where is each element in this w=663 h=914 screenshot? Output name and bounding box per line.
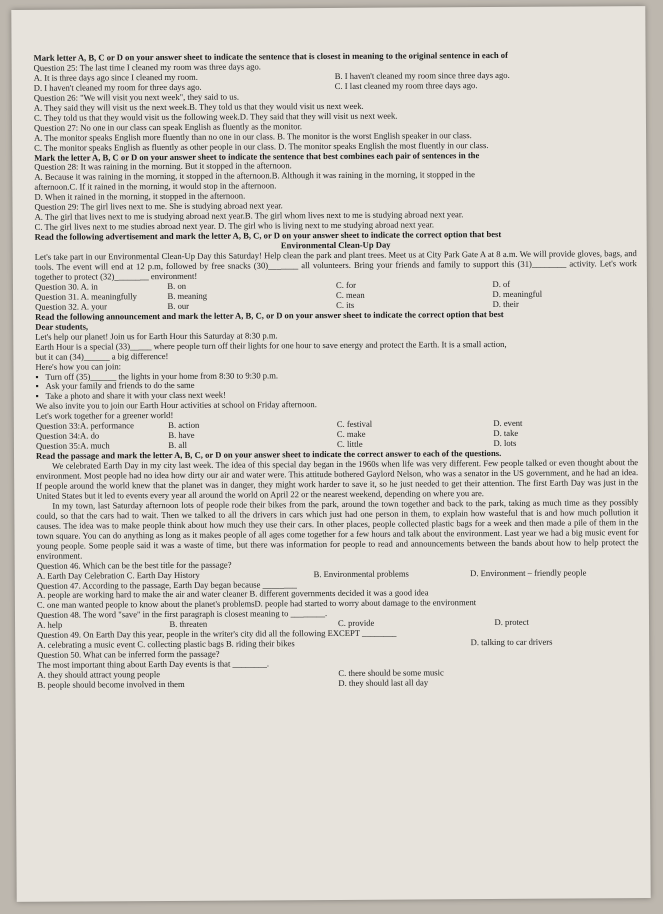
question-29: Question 29: The girl lives next to me. She is studying abroad next year. xyxy=(34,200,283,213)
q48-option-c: C. provide xyxy=(337,618,375,629)
q46-option-d: D. Environment – friendly people xyxy=(470,567,587,578)
q33-option-a: Question 33:A. performance xyxy=(35,420,134,432)
q31-option-a: Question 31. A. meaningfully xyxy=(35,291,137,302)
question-49: Question 49. On Earth Day this year, people in the writer's city did all the following EXCEPT ________ xyxy=(37,627,397,641)
q30-option-d: D. of xyxy=(492,278,511,289)
q34-option-d: D. take xyxy=(493,428,519,439)
q34-option-b: B. have xyxy=(168,430,195,441)
q32-option-c: C. its xyxy=(336,299,355,310)
q49-option-d: D. talking to car drivers xyxy=(470,636,553,648)
q35-option-d: D. lots xyxy=(493,438,517,449)
q46-option-ac: A. Earth Day Celebration C. Earth Day History xyxy=(36,569,200,581)
q48-option-d: D. protect xyxy=(494,617,529,628)
question-26: Question 26: "We will visit you next week", they said to us. xyxy=(33,91,240,103)
announcement-bullet: ▪ Ask your family and friends to do the same xyxy=(36,379,638,393)
q35-option-b: B. all xyxy=(168,440,188,451)
q32-option-d: D. their xyxy=(492,298,519,309)
question-25: Question 25: The last time I cleaned my room was three days ago. xyxy=(33,61,261,73)
q33-option-d: D. event xyxy=(493,418,523,429)
q28-option-d: D. When it rained in the morning, it stopped in the afternoon. xyxy=(34,190,246,203)
q33-option-b: B. action xyxy=(168,420,200,431)
announcement-line: Let's work together for a greener world! xyxy=(35,410,174,422)
q47-options-ab: A. people are working hard to make the air and water cleaner B. different governments decided it was a good idea xyxy=(36,587,429,601)
question-47: Question 47. According to the passage, Earth Day began because ________ xyxy=(36,578,297,591)
reading-paragraph-1: We celebrated Earth Day in my city last week. The idea of this special day began in the 1960s when life was very different. Few people talked or even thought about the environment. Most people had no idea how dirty our air and water were. This attitude bothered Gaylord Nelson, who was a senator in the US government, and he had an idea. If people around the world knew that the planet was in danger, they might work harder to save it, so he just needed to get their attention. The first Earth Day was just in the United States but it led to events every year all around the world on April 22 or the nearest weekend, depending on where you are. xyxy=(36,457,639,501)
announcement-line: Earth Hour is a special (33)_____ where people turn off their lights for one hour to save energy and protect the Earth. It is a small action, xyxy=(35,338,507,352)
question-27: Question 27: No one in our class can speak English as fluently as the monitor. xyxy=(33,120,303,133)
q34-option-a: Question 34:A. do xyxy=(35,430,100,442)
q25-option-b: B. I haven't cleaned my room since three days ago. xyxy=(334,69,510,81)
q25-option-a: A. It is three days ago since I cleaned my room. xyxy=(33,71,198,83)
question-46: Question 46. Which can be the best title for the passage? xyxy=(36,559,232,571)
announcement-bullet: ▪ Take a photo and share it with your class next week! xyxy=(36,389,638,403)
advertisement-text: Let's take part in our Environmental Clean-Up Day this Saturday! Help clean the park and plant trees. Meet us at City Park Gate A at 8 a.m. We will provide gloves, bags, and tools. The event will end at 12 p.m, followed by free snacks (30)_______ all volunteers. Bring your friends and family to support this (31)________ activity. Let's work together to protect (32)________ environment! xyxy=(34,248,637,282)
q25-option-c: C. I last cleaned my room three days ago. xyxy=(334,79,478,91)
q26-options-cd: C. They told us that they would visit us the following week.D. They said that they will visit us next week. xyxy=(33,110,398,123)
q35-option-c: C. little xyxy=(336,438,363,450)
reading-paragraph-2: In my town, last Saturday afternoon lots of people rode their bikes from the park, around the town together and back to the park, taking as much time as they possibly could, so that the cars had to wait. Then we talked to all the drivers in cars which just had one person in them, to explain how wasteful that is and how much pollution it causes. The idea was to make people think about how much they use their cars. In other places, people collected plastic bags for a week and then made a pile of them in the town square. You can do anything as long as it makes people of all ages come together for a few hours and talk about the environment. Last year we had a big music event for young people. Some people said it was a waste of time, but there was information for people to read and announcements between the bands about how to help protect the environment. xyxy=(36,497,639,561)
announcement-line: but it can (34)______ a big difference! xyxy=(35,350,169,362)
q29-options-ab: A. The girl that lives next to me is studying abroad next year.B. The girl whom lives next to me is studying abroad next year. xyxy=(34,209,464,223)
announcement-greeting: Dear students, xyxy=(35,321,89,332)
q32-option-b: B. our xyxy=(167,300,190,311)
announcement-line: Let's help our planet! Join us for Earth Hour this Saturday at 8:30 p.m. xyxy=(35,330,278,342)
q29-options-cd: C. The girl lives next to me studies abroad next year. D. The girl who is living next to me studying abroad next year. xyxy=(34,219,435,233)
q30-option-b: B. on xyxy=(167,280,187,291)
q-main-options-bd xyxy=(37,677,639,691)
instruction-announcement: Read the following announcement and mark the letter A, B, C, or D on your answer sheet to indicate the correct option that best xyxy=(35,308,504,322)
question-50: Question 50. What can be inferred form the passage? xyxy=(37,648,220,660)
exam-paper xyxy=(11,6,650,902)
q-main-option-b: B. people should become involved in them xyxy=(37,678,185,690)
q48-option-a: A. help xyxy=(37,619,63,631)
q-main-option-c: C. there should be some music xyxy=(338,667,444,679)
announcement-line: Here's how you can join: xyxy=(35,360,122,372)
q49-option-abc: A. celebrating a music event C. collecting plastic bags B. riding their bikes xyxy=(37,638,295,651)
q28-options-ab: A. Because it was raining in the morning, it stopped in the afternoon.B. Although it was raining in the morning, it stopped in the xyxy=(34,169,475,183)
q25-option-d: D. I haven't cleaned my room for three days ago. xyxy=(33,81,202,93)
q31-option-d: D. meaningful xyxy=(492,288,543,299)
announcement-line: We also invite you to join our Earth Hour activities at school on Friday afternoon. xyxy=(35,399,317,412)
q47-options-cd: C. one man wanted people to know about the planet's problemsD. people had started to worry about damage to the environment xyxy=(36,597,477,611)
q-main-option-d: D. they should last all day xyxy=(338,677,429,689)
q30-option-c: C. for xyxy=(335,279,357,290)
instruction-combine-sentences: Mark the letter A, B, C or D on your answer sheet to indicate the sentence that best combines each pair of sentences in the xyxy=(34,149,480,163)
instruction-closest-meaning: Mark letter A, B, C or D on your answer sheet to indicate the sentence that is closest in meaning to the original sentence in each of xyxy=(33,49,508,63)
instruction-advertisement: Read the following advertisement and mark the letter A, B, C, or D on your answer sheet to indicate the correct option that best xyxy=(34,229,502,242)
q31-option-b: B. meaning xyxy=(167,290,208,301)
q26-options-ab: A. They said they will visit us the next week.B. They told us that they would visit us next week. xyxy=(33,100,364,113)
instruction-reading: Read the passage and mark the letter A, B, C, or D on your answer sheet to indicate the correct answer to each of the questions. xyxy=(35,448,502,461)
q27-options-cd: C. The monitor speaks English as fluently as other people in our class. D. The monitor speaks English the most fluently in our class. xyxy=(34,139,489,153)
q32-option-a: Question 32. A. your xyxy=(35,301,107,312)
announcement-bullet: ▪ Turn off (35)______ the lights in your home from 8:30 to 9:30 p.m. xyxy=(35,369,637,383)
q33-option-c: C. festival xyxy=(336,419,373,430)
question-28: Question 28: It was raining in the morning. But it stopped in the afternoon. xyxy=(34,160,292,173)
question-48: Question 48. The word "save" in the first paragraph is closest meaning to ________. xyxy=(36,608,328,621)
q31-option-c: C. mean xyxy=(335,289,365,300)
q30-option-a: Question 30. A. in xyxy=(34,281,98,292)
question-main-point: The most important thing about Earth Day events is that ________. xyxy=(37,658,270,670)
exam-content xyxy=(34,50,640,691)
q-main-option-a: A. they should attract young people xyxy=(37,669,161,680)
q28-options-bc: afternoon.C. If it rained in the morning, it would stop in the afternoon. xyxy=(34,180,277,193)
q34-option-c: C. make xyxy=(336,429,366,440)
q48-option-b: B. threaten xyxy=(169,619,208,630)
q27-options-ab: A. The monitor speaks English more fluently than no one in our class. B. The monitor is the worst English speaker in our class. xyxy=(34,129,472,143)
q46-option-b: B. Environmental problems xyxy=(313,568,409,579)
q35-option-a: Question 35:A. much xyxy=(35,440,110,451)
advertisement-title: Environmental Clean-Up Day xyxy=(280,239,391,251)
